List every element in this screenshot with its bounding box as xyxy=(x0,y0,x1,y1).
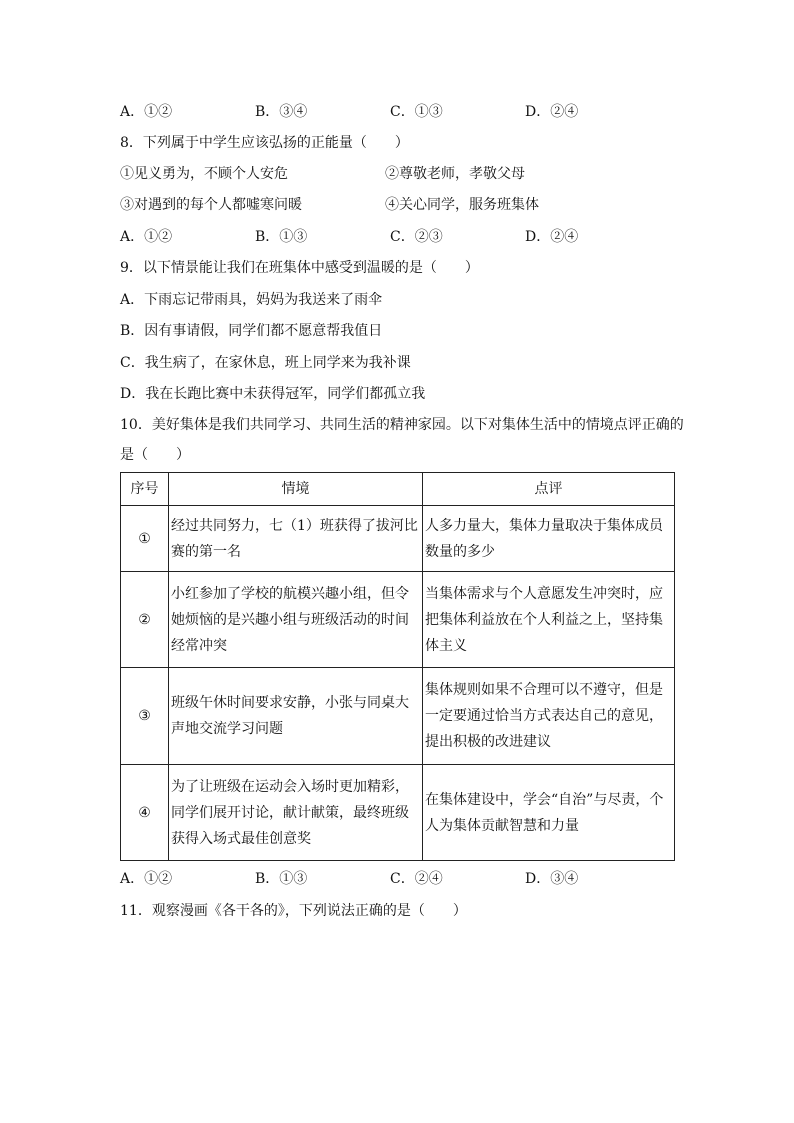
header-comment: 点评 xyxy=(423,473,675,506)
row-number: ① xyxy=(121,506,169,572)
q10-option-a[interactable]: A．①② xyxy=(120,871,173,887)
q10-options xyxy=(120,869,680,889)
q8-option-b[interactable]: B．①③ xyxy=(255,229,308,245)
row-comment: 在集体建设中，学会“自治”与尽责，个人为集体贡献智慧和力量 xyxy=(423,765,675,861)
table-row xyxy=(121,572,675,668)
q9-stem: 9．以下情景能让我们在班集体中感受到温暖的是（ ） xyxy=(120,260,479,276)
header-situation: 情境 xyxy=(169,473,423,506)
q10-stem-line2: 是（ ） xyxy=(120,447,190,463)
q11-stem: 11．观察漫画《各干各的》，下列说法正确的是（ ） xyxy=(120,903,467,919)
q10-stem-line1: 10．美好集体是我们共同学习、共同生活的精神家园。以下对集体生活中的情境点评正确的 xyxy=(120,417,684,433)
q10-table xyxy=(120,472,675,861)
row-comment: 人多力量大，集体力量取决于集体成员数量的多少 xyxy=(423,506,675,572)
table-row xyxy=(121,765,675,861)
q8-options xyxy=(120,227,680,247)
q7-option-b[interactable]: B．③④ xyxy=(255,104,308,120)
table-row xyxy=(121,506,675,572)
q10-option-c[interactable]: C．②④ xyxy=(390,871,443,887)
q10-option-d[interactable]: D．③④ xyxy=(525,871,579,887)
row-situation: 经过共同努力，七（1）班获得了拔河比赛的第一名 xyxy=(169,506,423,572)
q8-option-a[interactable]: A．①② xyxy=(120,229,173,245)
row-situation: 班级午休时间要求安静，小张与同桌大声地交流学习问题 xyxy=(169,668,423,765)
q7-option-d[interactable]: D．②④ xyxy=(525,104,579,120)
q9-choice-a[interactable]: A．下雨忘记带雨具，妈妈为我送来了雨伞 xyxy=(120,292,383,308)
row-number: ④ xyxy=(121,765,169,861)
q8-item-1: ①见义勇为，不顾个人安危 xyxy=(120,166,288,182)
row-number: ③ xyxy=(121,668,169,765)
q10-option-b[interactable]: B．①③ xyxy=(255,871,308,887)
q8-item-3: ③对遇到的每个人都嘘寒问暖 xyxy=(120,197,302,213)
q9-choice-c[interactable]: C．我生病了，在家休息，班上同学来为我补课 xyxy=(120,355,411,371)
header-number: 序号 xyxy=(121,473,169,506)
q7-options xyxy=(120,102,680,122)
row-situation: 为了让班级在运动会入场时更加精彩，同学们展开讨论，献计献策，最终班级获得入场式最佳创意奖 xyxy=(169,765,423,861)
q9-choice-b[interactable]: B．因有事请假，同学们都不愿意帮我值日 xyxy=(120,323,383,339)
row-comment: 集体规则如果不合理可以不遵守，但是一定要通过恰当方式表达自己的意见，提出积极的改进建议 xyxy=(423,668,675,765)
q7-option-c[interactable]: C．①③ xyxy=(390,104,443,120)
q8-option-c[interactable]: C．②③ xyxy=(390,229,443,245)
row-comment: 当集体需求与个人意愿发生冲突时，应把集体利益放在个人利益之上，坚持集体主义 xyxy=(423,572,675,668)
q8-item-2: ②尊敬老师，孝敬父母 xyxy=(385,166,525,182)
table-row xyxy=(121,668,675,765)
q8-option-d[interactable]: D．②④ xyxy=(525,229,579,245)
q7-option-a[interactable]: A．①② xyxy=(120,104,173,120)
table-header-row xyxy=(121,473,675,506)
q9-choice-d[interactable]: D．我在长跑比赛中未获得冠军，同学们都孤立我 xyxy=(120,386,426,402)
row-situation: 小红参加了学校的航模兴趣小组，但令她烦恼的是兴趣小组与班级活动的时间经常冲突 xyxy=(169,572,423,668)
q8-item-4: ④关心同学，服务班集体 xyxy=(385,197,539,213)
q8-stem: 8．下列属于中学生应该弘扬的正能量（ ） xyxy=(120,135,409,151)
row-number: ② xyxy=(121,572,169,668)
